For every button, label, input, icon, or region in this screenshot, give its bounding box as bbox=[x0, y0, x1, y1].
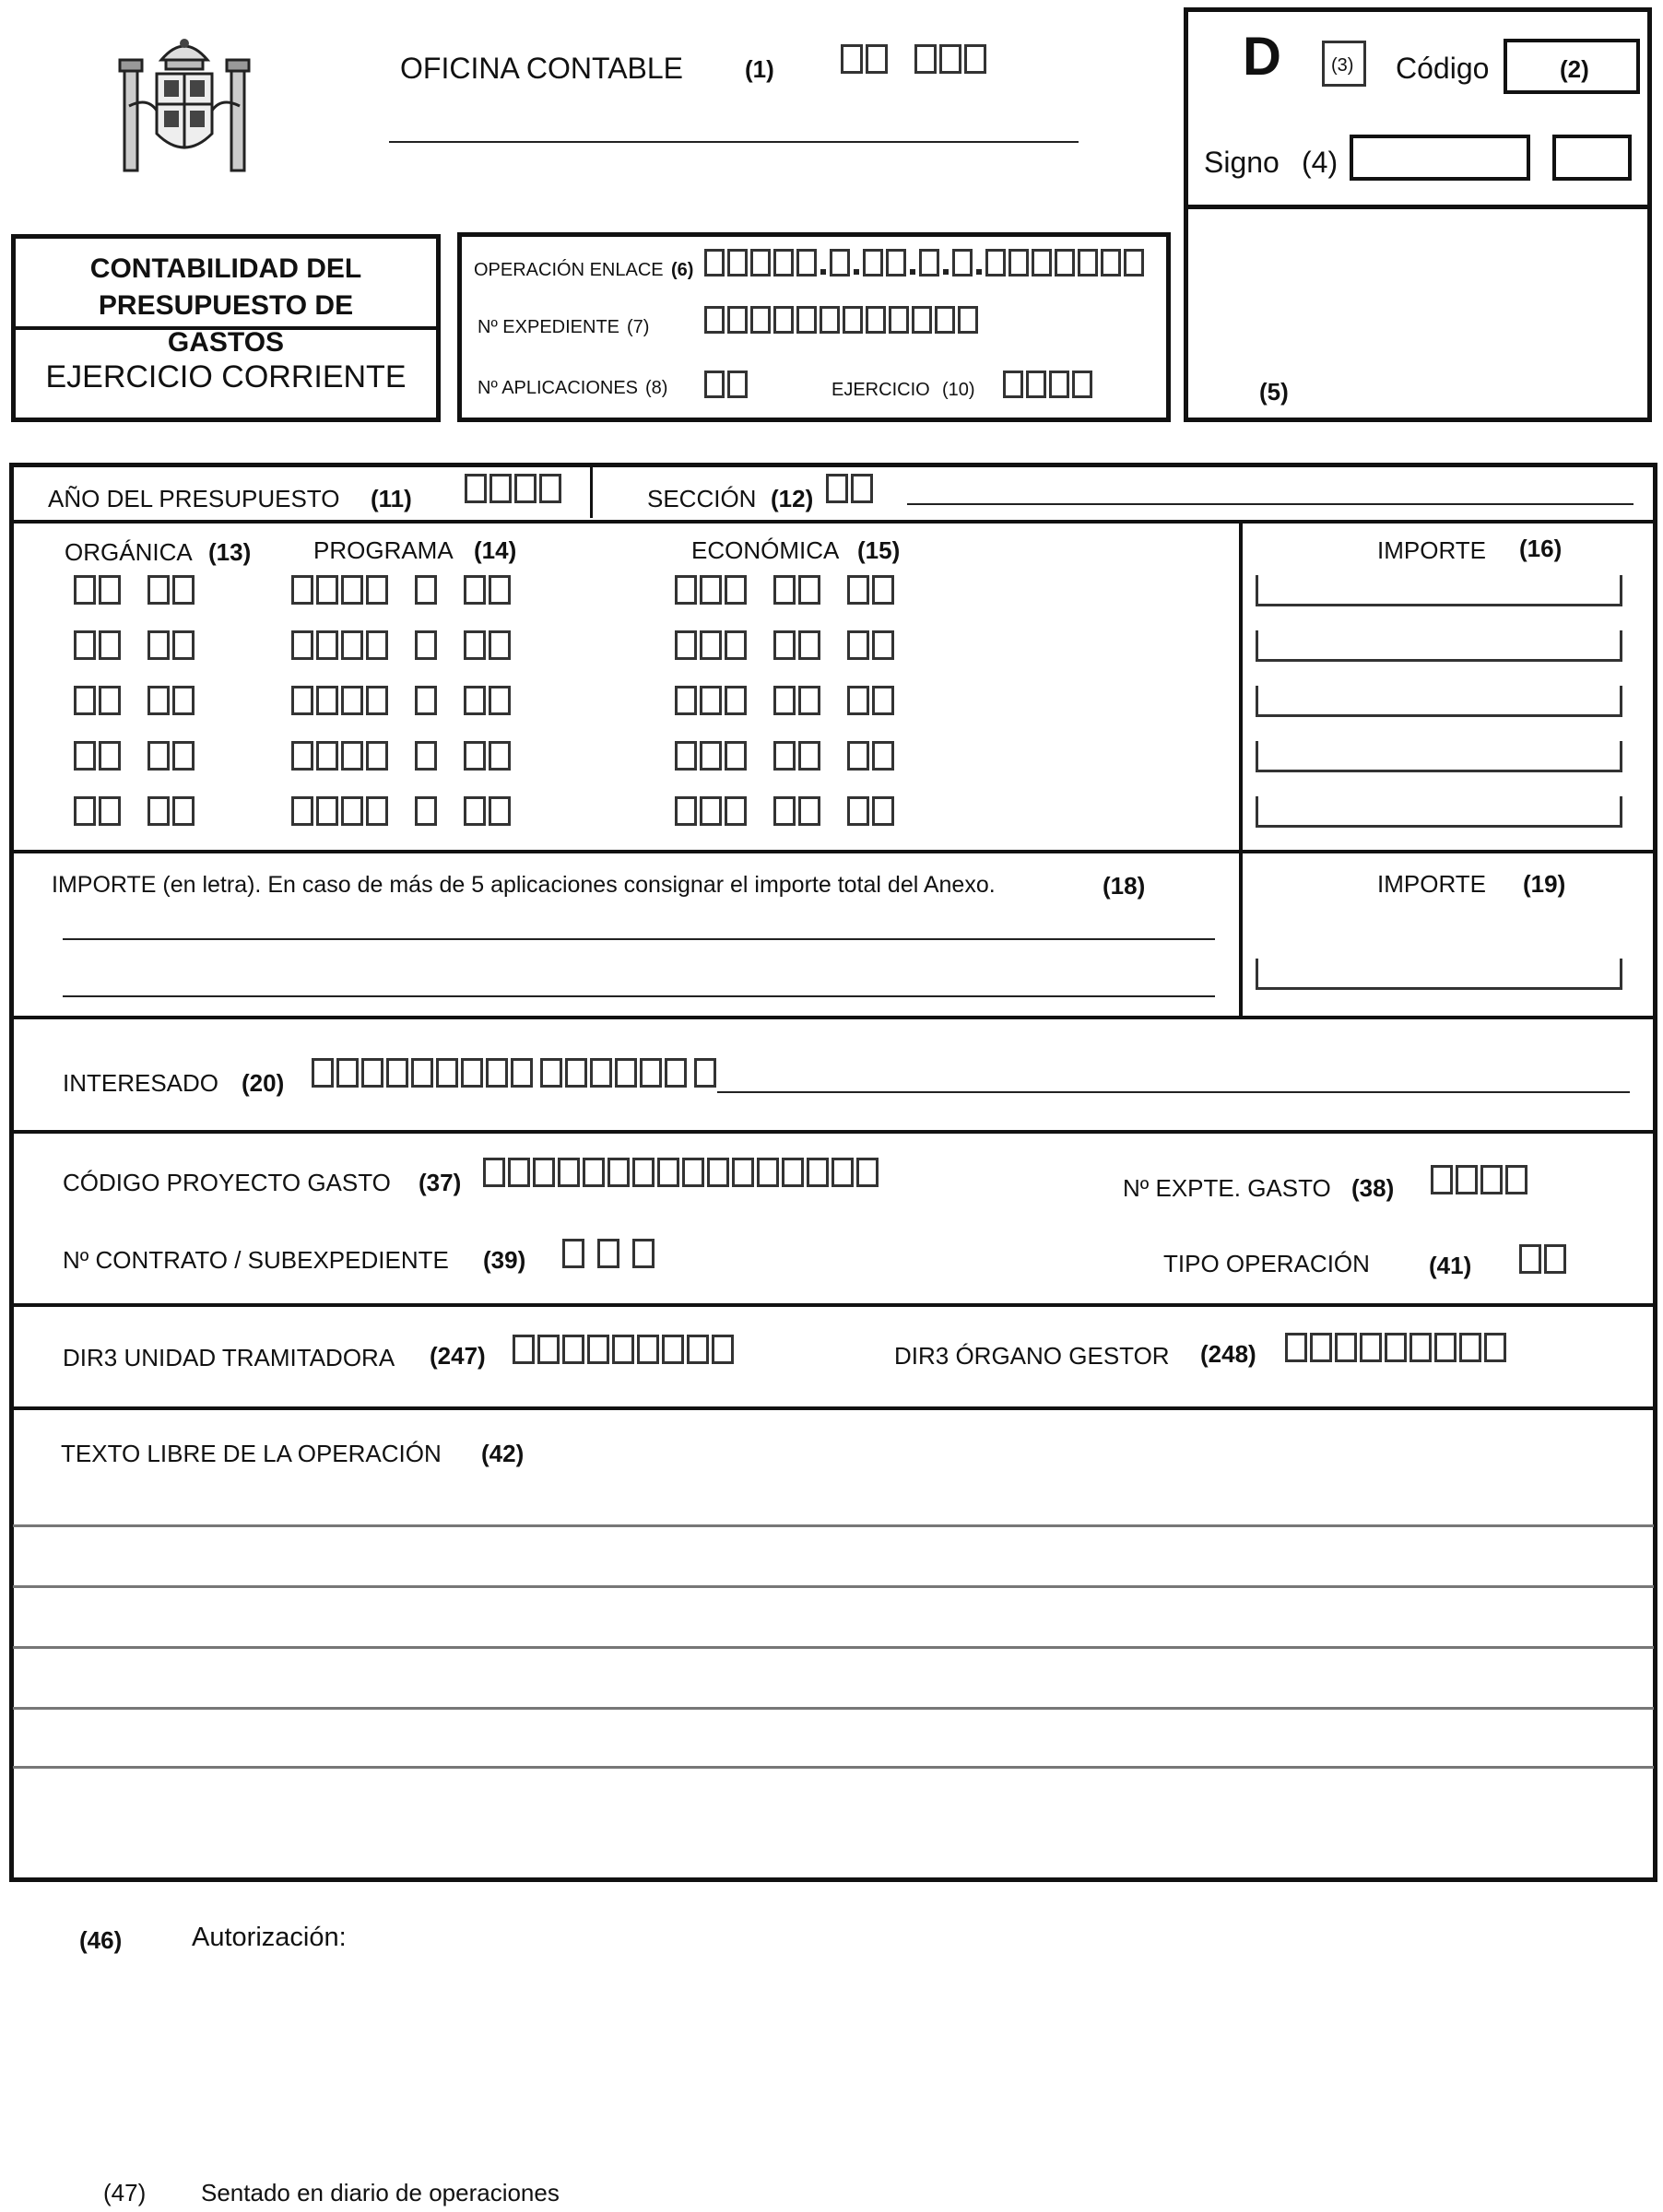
importe-num: (16) bbox=[1519, 535, 1563, 562]
dir3-organo-boxes[interactable] bbox=[1285, 1333, 1509, 1362]
contabilidad-title: CONTABILIDAD DEL PRESUPUESTO DE GASTOS bbox=[89, 253, 362, 358]
economica-num: (15) bbox=[857, 536, 901, 564]
interesado-label: INTERESADO bbox=[63, 1069, 219, 1097]
economica-boxes-3[interactable] bbox=[675, 686, 921, 715]
expediente-boxes[interactable] bbox=[704, 306, 981, 334]
num3: (3) bbox=[1331, 55, 1354, 76]
importe-field-3[interactable] bbox=[1256, 686, 1622, 717]
interesado-boxes[interactable] bbox=[312, 1058, 719, 1088]
importe-field-2[interactable] bbox=[1256, 630, 1622, 662]
signo-field-2[interactable] bbox=[1552, 135, 1632, 181]
economica-boxes-1[interactable] bbox=[675, 575, 921, 605]
tipo-operacion-boxes[interactable] bbox=[1519, 1244, 1569, 1274]
importe-field-4[interactable] bbox=[1256, 741, 1622, 772]
expte-gasto-boxes[interactable] bbox=[1431, 1165, 1530, 1194]
row-divider-3 bbox=[9, 1016, 1657, 1019]
oficina-contable-num: (1) bbox=[745, 55, 774, 83]
tipo-operacion-num: (41) bbox=[1429, 1252, 1472, 1279]
ejercicio-label: EJERCICIO bbox=[832, 380, 930, 400]
programa-label: PROGRAMA bbox=[313, 536, 454, 564]
sentado-num: (47) bbox=[103, 2179, 147, 2206]
oficina-contable-boxes[interactable] bbox=[841, 44, 1013, 74]
row-divider-4 bbox=[9, 1130, 1657, 1134]
programa-boxes-3[interactable] bbox=[291, 686, 537, 715]
seccion-boxes[interactable] bbox=[826, 474, 876, 503]
aplicaciones-label: Nº APLICACIONES bbox=[478, 378, 639, 398]
interesado-line[interactable] bbox=[717, 1091, 1630, 1093]
oficina-contable-label: OFICINA CONTABLE bbox=[400, 52, 684, 85]
importe-letra-line-2[interactable] bbox=[63, 995, 1215, 997]
signo-num: (4) bbox=[1302, 146, 1339, 179]
texto-libre-line-2[interactable] bbox=[13, 1585, 1654, 1588]
importe2-label: IMPORTE bbox=[1377, 870, 1486, 898]
signo-field-1[interactable] bbox=[1350, 135, 1530, 181]
programa-boxes-4[interactable] bbox=[291, 741, 537, 771]
organica-label: ORGÁNICA bbox=[65, 538, 193, 566]
importe2-field[interactable] bbox=[1256, 959, 1622, 990]
anio-label: AÑO DEL PRESUPUESTO bbox=[48, 485, 340, 512]
anio-boxes[interactable] bbox=[465, 474, 564, 503]
operacion-enlace-label: OPERACIÓN ENLACE bbox=[474, 260, 664, 280]
codigo-num: (2) bbox=[1560, 55, 1589, 83]
contrato-boxes[interactable] bbox=[562, 1239, 657, 1268]
importe-field-5[interactable] bbox=[1256, 796, 1622, 828]
organica-boxes-3[interactable] bbox=[74, 686, 221, 715]
seccion-num: (12) bbox=[771, 485, 814, 512]
expte-gasto-label: Nº EXPTE. GASTO bbox=[1123, 1174, 1331, 1202]
operacion-enlace-boxes[interactable] bbox=[704, 249, 1147, 276]
economica-boxes-5[interactable] bbox=[675, 796, 921, 826]
texto-libre-line-4[interactable] bbox=[13, 1707, 1654, 1710]
codigo-label: Código bbox=[1396, 52, 1490, 85]
seccion-line[interactable] bbox=[907, 503, 1634, 505]
texto-libre-line-1[interactable] bbox=[13, 1524, 1654, 1527]
texto-libre-line-5[interactable] bbox=[13, 1766, 1654, 1769]
interesado-num: (20) bbox=[242, 1069, 285, 1097]
importe2-num: (19) bbox=[1523, 870, 1566, 898]
texto-libre-label: TEXTO LIBRE DE LA OPERACIÓN bbox=[61, 1440, 442, 1467]
importe-letra-label: IMPORTE (en letra). En caso de más de 5 aplicaciones consignar el importe total del Anexo. bbox=[52, 872, 996, 898]
economica-label: ECONÓMICA bbox=[691, 536, 840, 564]
organica-boxes-2[interactable] bbox=[74, 630, 221, 660]
d-panel-divider bbox=[1184, 205, 1652, 209]
importe-label: IMPORTE bbox=[1377, 536, 1486, 564]
organica-boxes-1[interactable] bbox=[74, 575, 221, 605]
sentado-label: Sentado en diario de operaciones bbox=[201, 2179, 560, 2206]
contrato-label: Nº CONTRATO / SUBEXPEDIENTE bbox=[63, 1246, 449, 1274]
texto-libre-num: (42) bbox=[481, 1440, 525, 1467]
dir3-unidad-boxes[interactable] bbox=[513, 1335, 737, 1364]
seccion-label: SECCIÓN bbox=[647, 485, 757, 512]
tipo-operacion-label: TIPO OPERACIÓN bbox=[1163, 1250, 1370, 1277]
importe-field-1[interactable] bbox=[1256, 575, 1622, 606]
codigo-proyecto-num: (37) bbox=[419, 1169, 462, 1196]
autorizacion-label: Autorización: bbox=[192, 1923, 347, 1952]
aplicaciones-num: (8) bbox=[645, 378, 668, 398]
codigo-proyecto-label: CÓDIGO PROYECTO GASTO bbox=[63, 1169, 391, 1196]
expediente-label: Nº EXPEDIENTE bbox=[478, 317, 620, 337]
economica-boxes-4[interactable] bbox=[675, 741, 921, 771]
row-divider-2 bbox=[9, 850, 1657, 853]
oficina-contable-line[interactable] bbox=[389, 141, 1079, 143]
texto-libre-line-3[interactable] bbox=[13, 1646, 1654, 1649]
economica-boxes-2[interactable] bbox=[675, 630, 921, 660]
ejercicio-num: (10) bbox=[942, 380, 975, 400]
dir3-organo-label: DIR3 ÓRGANO GESTOR bbox=[894, 1342, 1170, 1370]
autorizacion-num: (46) bbox=[79, 1926, 123, 1954]
expediente-num: (7) bbox=[627, 317, 650, 337]
organica-num: (13) bbox=[208, 538, 252, 566]
programa-num: (14) bbox=[474, 536, 517, 564]
expte-gasto-num: (38) bbox=[1351, 1174, 1395, 1202]
d-letter: D bbox=[1243, 27, 1281, 87]
aplicaciones-boxes[interactable] bbox=[704, 371, 750, 398]
contabilidad-subtitle: EJERCICIO CORRIENTE bbox=[45, 359, 407, 394]
num5: (5) bbox=[1259, 378, 1289, 406]
importe-letra-line-1[interactable] bbox=[63, 938, 1215, 940]
dir3-unidad-num: (247) bbox=[430, 1342, 486, 1370]
contrato-num: (39) bbox=[483, 1246, 526, 1274]
organica-boxes-4[interactable] bbox=[74, 741, 221, 771]
codigo-proyecto-boxes[interactable] bbox=[483, 1158, 881, 1187]
signo-label: Signo bbox=[1204, 146, 1280, 179]
row-divider-6 bbox=[9, 1406, 1657, 1410]
programa-boxes-1[interactable] bbox=[291, 575, 537, 605]
dir3-unidad-label: DIR3 UNIDAD TRAMITADORA bbox=[63, 1344, 395, 1371]
importe-column-divider bbox=[1239, 522, 1243, 1018]
operacion-enlace-num: (6) bbox=[671, 260, 694, 280]
ejercicio-boxes[interactable] bbox=[1003, 371, 1095, 398]
row-divider-5 bbox=[9, 1303, 1657, 1307]
importe-letra-num: (18) bbox=[1103, 872, 1146, 900]
anio-seccion-divider bbox=[590, 466, 593, 518]
row-divider-1 bbox=[9, 520, 1657, 524]
coat-of-arms-icon bbox=[111, 23, 258, 180]
programa-boxes-5[interactable] bbox=[291, 796, 537, 826]
organica-boxes-5[interactable] bbox=[74, 796, 221, 826]
anio-num: (11) bbox=[371, 485, 412, 512]
dir3-organo-num: (248) bbox=[1200, 1340, 1256, 1368]
programa-boxes-2[interactable] bbox=[291, 630, 537, 660]
